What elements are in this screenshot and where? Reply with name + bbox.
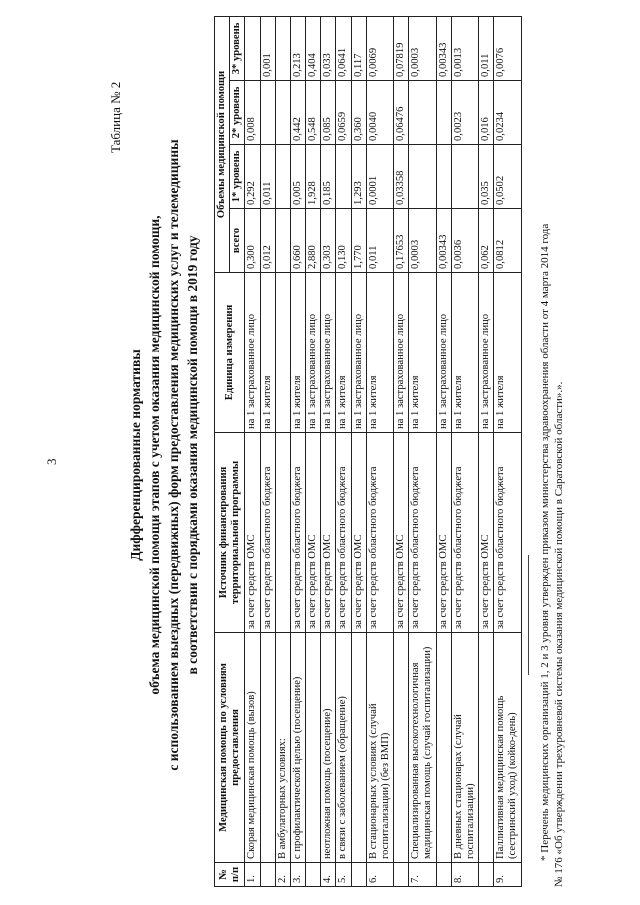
header-level-1: 1* уровень	[230, 145, 245, 209]
cell-n: 6.	[366, 863, 393, 887]
cell-n: 3.	[290, 863, 305, 887]
title-line-1: Дифференцированные нормативы	[128, 349, 143, 561]
table-row	[494, 17, 521, 887]
header-care: Медицинская помощь по условиям предоставления	[215, 633, 245, 863]
cell-n	[479, 863, 494, 887]
cell-l2: 0,085	[321, 81, 336, 145]
title-line-3: с использованием выездных (передвижных) форм предоставления медицинских услуг и телемедицины	[166, 139, 181, 771]
cell-l3: 0,0013	[451, 17, 478, 81]
cell-l3: 0,213	[290, 17, 305, 81]
cell-source: за счет средств ОМС	[321, 433, 336, 633]
cell-care: неотложная помощь (посещение)	[321, 633, 336, 863]
cell-unit: на 1 застрахованное лицо	[321, 273, 336, 433]
cell-l1	[436, 145, 451, 209]
cell-care: с профилактической целью (посещение)	[290, 633, 305, 863]
cell-unit: на 1 жителя	[290, 273, 305, 433]
cell-l1: 0,185	[321, 145, 336, 209]
cell-unit: на 1 застрахованное лицо	[351, 273, 366, 433]
cell-l1	[275, 145, 290, 209]
cell-n	[351, 863, 366, 887]
cell-total: 0,0003	[409, 209, 436, 273]
page-number: 3	[44, 458, 59, 465]
cell-source: за счет средств областного бюджета	[409, 433, 436, 633]
cell-l2: 0,06476	[394, 81, 409, 145]
cell-total: 0,062	[479, 209, 494, 273]
cell-total: 0,17653	[394, 209, 409, 273]
header-volumes: Объемы медицинской помощи	[215, 17, 230, 273]
cell-l3: 0,0641	[336, 17, 351, 81]
cell-source: за счет средств ОМС	[351, 433, 366, 633]
table-row	[290, 17, 305, 887]
cell-l1: 0,005	[290, 145, 305, 209]
cell-unit: на 1 жителя	[366, 273, 393, 433]
cell-l3: 0,00343	[436, 17, 451, 81]
cell-n: 1.	[245, 863, 260, 887]
cell-n: 7.	[409, 863, 436, 887]
cell-l1	[409, 145, 436, 209]
cell-unit: на 1 застрахованное лицо	[436, 273, 451, 433]
header-total: всего	[230, 209, 245, 273]
cell-l1: 0,292	[245, 145, 260, 209]
cell-care: в связи с заболеванием (обращение)	[336, 633, 351, 863]
table-row	[479, 17, 494, 887]
table-row	[245, 17, 260, 887]
header-source: Источник финансирования территориальной программы	[215, 433, 245, 633]
cell-l2	[409, 81, 436, 145]
cell-l2	[260, 81, 275, 145]
cell-unit: на 1 застрахованное лицо	[306, 273, 321, 433]
cell-l2	[436, 81, 451, 145]
cell-total: 1,770	[351, 209, 366, 273]
cell-source: за счет средств областного бюджета	[260, 433, 275, 633]
cell-n	[306, 863, 321, 887]
cell-l2: 0,008	[245, 81, 260, 145]
cell-l3: 0,0076	[494, 17, 521, 81]
cell-unit: на 1 жителя	[336, 273, 351, 433]
cell-n: 2.	[275, 863, 290, 887]
cell-unit: на 1 застрахованное лицо	[394, 273, 409, 433]
cell-l2: 0,548	[306, 81, 321, 145]
cell-total: 0,303	[321, 209, 336, 273]
cell-n: 9.	[494, 863, 521, 887]
cell-l3: 0,033	[321, 17, 336, 81]
header-unit: Единица измерения	[215, 273, 245, 433]
cell-source: за счет средств областного бюджета	[366, 433, 393, 633]
cell-l3	[275, 17, 290, 81]
cell-l1	[336, 145, 351, 209]
title-line-2: объема медицинской помощи этапов с учетом оказания медицинской помощи,	[147, 215, 162, 695]
footnote-line-1: * Перечень медицинских организаций 1, 2 и 3 уровня утвержден приказом министерства здравоохранения области от 4 марта 2014 года	[539, 223, 551, 861]
cell-l1: 0,03358	[394, 145, 409, 209]
cell-total: 2,880	[306, 209, 321, 273]
table-row	[436, 17, 451, 887]
cell-total: 0,011	[366, 209, 393, 273]
header-num: № п/п	[215, 863, 245, 887]
table-row	[336, 17, 351, 887]
footnote-line-2: № 176 «Об утверждении трехуровневой системы оказания медицинской помощи в Саратовской области».».	[553, 381, 566, 887]
cell-source: за счет средств ОМС	[436, 433, 451, 633]
cell-unit	[275, 273, 290, 433]
cell-unit: на 1 застрахованное лицо	[245, 273, 260, 433]
title-line-4: в соответствии с порядками оказания медицинской помощи в 2019 году	[185, 235, 200, 675]
cell-l3: 0,011	[479, 17, 494, 81]
cell-l2: 0,0234	[494, 81, 521, 145]
table-row	[260, 17, 275, 887]
cell-l2: 0,360	[351, 81, 366, 145]
cell-l3: 0,117	[351, 17, 366, 81]
cell-source: за счет средств ОМС	[306, 433, 321, 633]
cell-l1: 0,0001	[366, 145, 393, 209]
table-row	[451, 17, 478, 887]
cell-l3: 0,404	[306, 17, 321, 81]
norms-table	[214, 16, 522, 887]
cell-total: 0,660	[290, 209, 305, 273]
cell-l1: 0,035	[479, 145, 494, 209]
cell-l3: 0,0069	[366, 17, 393, 81]
cell-unit: на 1 жителя	[451, 273, 478, 433]
table-number: Таблица № 2	[108, 81, 123, 153]
table-row	[366, 17, 393, 887]
cell-care: Паллиативная медицинская помощь (сестринский уход) (койко-день)	[494, 633, 521, 863]
table-row	[351, 17, 366, 887]
cell-care: В стационарных условиях (случай госпитализации) (без ВМП)	[366, 633, 393, 863]
cell-care	[260, 633, 275, 863]
cell-l1: 1,293	[351, 145, 366, 209]
cell-care: В амбулаторных условиях:	[275, 633, 290, 863]
cell-care	[306, 633, 321, 863]
cell-l3: 0,07819	[394, 17, 409, 81]
table-row	[394, 17, 409, 887]
table-row	[409, 17, 436, 887]
cell-source: за счет средств ОМС	[245, 433, 260, 633]
cell-unit: на 1 застрахованное лицо	[479, 273, 494, 433]
cell-care: Специализированная высокотехнологичная медицинская помощь (случай госпитализации)	[409, 633, 436, 863]
cell-n: 5.	[336, 863, 351, 887]
cell-n	[436, 863, 451, 887]
table-row	[306, 17, 321, 887]
cell-l2: 0,0023	[451, 81, 478, 145]
cell-source: за счет средств областного бюджета	[336, 433, 351, 633]
cell-care	[436, 633, 451, 863]
table-row	[275, 17, 290, 887]
cell-care	[479, 633, 494, 863]
cell-source: за счет средств ОМС	[479, 433, 494, 633]
footnote	[538, 19, 567, 887]
cell-l3: 0,0003	[409, 17, 436, 81]
cell-n	[394, 863, 409, 887]
cell-l2: 0,0040	[366, 81, 393, 145]
signature-line	[528, 555, 529, 675]
cell-total: 0,300	[245, 209, 260, 273]
cell-n: 8.	[451, 863, 478, 887]
cell-total: 0,0036	[451, 209, 478, 273]
cell-total	[275, 209, 290, 273]
cell-l1: 1,928	[306, 145, 321, 209]
cell-source: за счет средств областного бюджета	[494, 433, 521, 633]
cell-n: 4.	[321, 863, 336, 887]
cell-l1: 0,0502	[494, 145, 521, 209]
cell-l2: 0,016	[479, 81, 494, 145]
cell-unit: на 1 жителя	[409, 273, 436, 433]
header-level-3: 3* уровень	[230, 17, 245, 81]
table-row	[321, 17, 336, 887]
cell-n	[260, 863, 275, 887]
cell-total: 0,012	[260, 209, 275, 273]
cell-total: 0,0812	[494, 209, 521, 273]
cell-source	[275, 433, 290, 633]
cell-source: за счет средств областного бюджета	[290, 433, 305, 633]
cell-l2: 0,0659	[336, 81, 351, 145]
cell-total: 0,130	[336, 209, 351, 273]
cell-care: В дневных стационарах (случай госпитализации)	[451, 633, 478, 863]
cell-l2: 0,442	[290, 81, 305, 145]
cell-source: за счет средств ОМС	[394, 433, 409, 633]
cell-l3	[245, 17, 260, 81]
cell-total: 0,00343	[436, 209, 451, 273]
cell-care	[351, 633, 366, 863]
cell-unit: на 1 жителя	[260, 273, 275, 433]
cell-l2	[275, 81, 290, 145]
cell-l1	[451, 145, 478, 209]
cell-l3: 0,001	[260, 17, 275, 81]
header-level-2: 2* уровень	[230, 81, 245, 145]
cell-l1: 0,011	[260, 145, 275, 209]
cell-care: Скорая медицинская помощь (вызов)	[245, 633, 260, 863]
cell-unit: на 1 жителя	[494, 273, 521, 433]
cell-care	[394, 633, 409, 863]
cell-source: за счет средств областного бюджета	[451, 433, 478, 633]
